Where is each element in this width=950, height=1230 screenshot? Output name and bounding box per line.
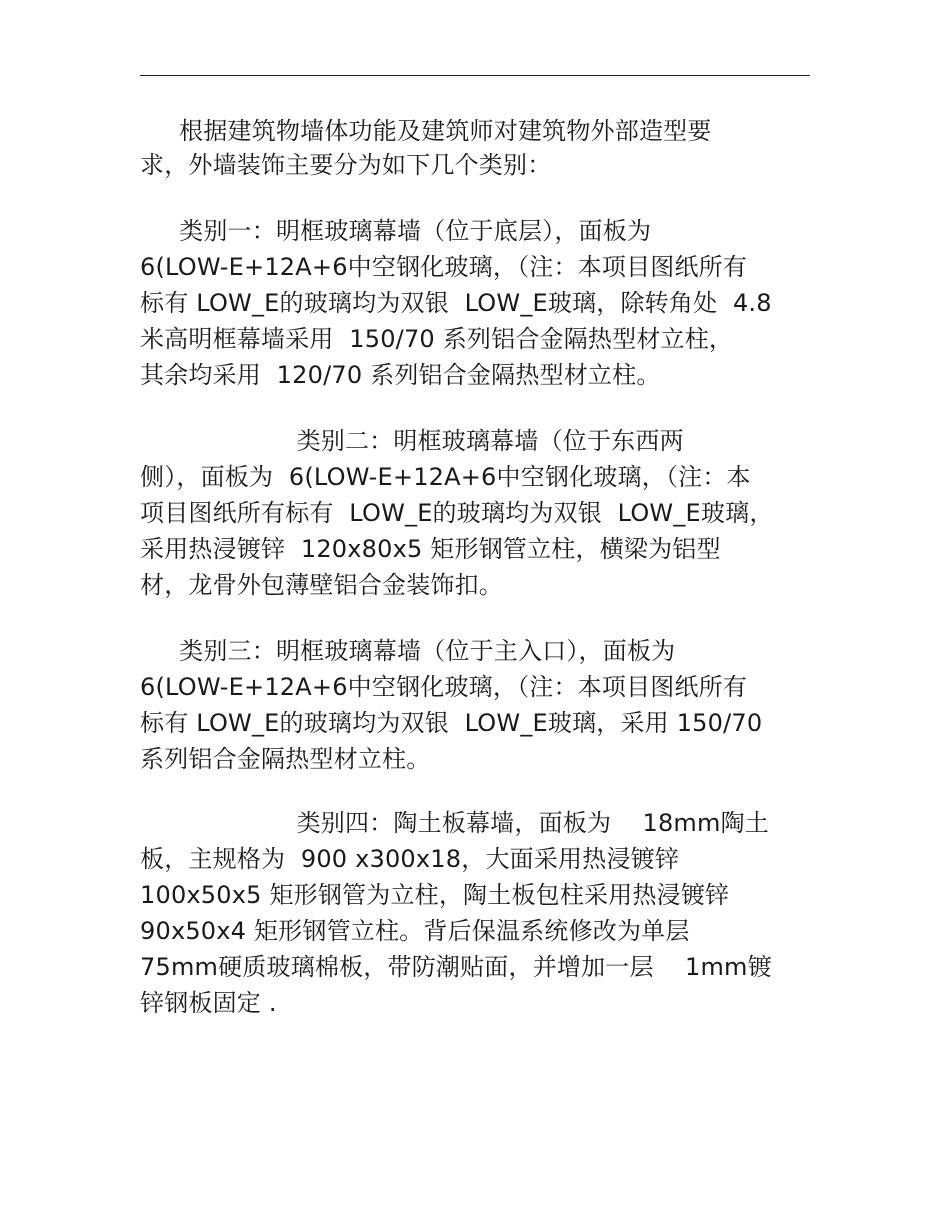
category-1-line-2: 6(LOW-E+12A+6中空钢化玻璃，（注：本项目图纸所有: [140, 253, 748, 281]
category-2-line-2: 侧），面板为 6(LOW-E+12A+6中空钢化玻璃，（注：本: [140, 463, 751, 491]
category-1-line-4: 米高明框幕墙采用 150/70 系列铝合金隔热型材立柱，: [140, 325, 734, 353]
intro-line-2: 求，外墙装饰主要分为如下几个类别：: [140, 151, 552, 179]
category-3-line-2: 6(LOW-E+12A+6中空钢化玻璃，（注：本项目图纸所有: [140, 673, 748, 701]
header-rule: [140, 75, 810, 76]
category-1-line-5: 其余均采用 120/70 系列铝合金隔热型材立柱。: [140, 361, 661, 389]
category-3-line-4: 系列铝合金隔热型材立柱。: [140, 745, 431, 773]
category-2-line-1: 类别二：明框玻璃幕墙（位于东西两: [140, 427, 684, 455]
category-2-line-5: 材，龙骨外包薄壁铝合金装饰扣。: [140, 571, 503, 599]
category-4-line-6: 锌钢板固定 .: [140, 989, 277, 1017]
category-4-line-3: 100x50x5 矩形钢管为立柱，陶土板包柱采用热浸镀锌: [140, 881, 730, 909]
category-4-line-4: 90x50x4 矩形钢管立柱。背后保温系统修改为单层: [140, 917, 690, 945]
intro-line-1: 根据建筑物墙体功能及建筑师对建筑物外部造型要: [140, 117, 712, 145]
category-1-line-1: 类别一：明框玻璃幕墙（位于底层），面板为: [140, 217, 652, 245]
category-4-line-1: 类别四：陶土板幕墙，面板为 18mm陶土: [140, 809, 769, 837]
category-1-line-3: 标有 LOW_E的玻璃均为双银 LOW_E玻璃，除转角处 4.8: [140, 289, 772, 317]
category-3-line-3: 标有 LOW_E的玻璃均为双银 LOW_E玻璃，采用 150/70: [140, 709, 763, 737]
category-4-line-2: 板，主规格为 900 x300x18，大面采用热浸镀锌: [140, 845, 680, 873]
category-2-line-3: 项目图纸所有标有 LOW_E的玻璃均为双银 LOW_E玻璃，: [140, 499, 774, 527]
category-3-line-1: 类别三：明框玻璃幕墙（位于主入口），面板为: [140, 637, 676, 665]
category-4-line-5: 75mm硬质玻璃棉板，带防潮贴面，并增加一层 1mm镀: [140, 953, 772, 981]
category-2-line-4: 采用热浸镀锌 120x80x5 矩形钢管立柱，横梁为铝型: [140, 535, 721, 563]
